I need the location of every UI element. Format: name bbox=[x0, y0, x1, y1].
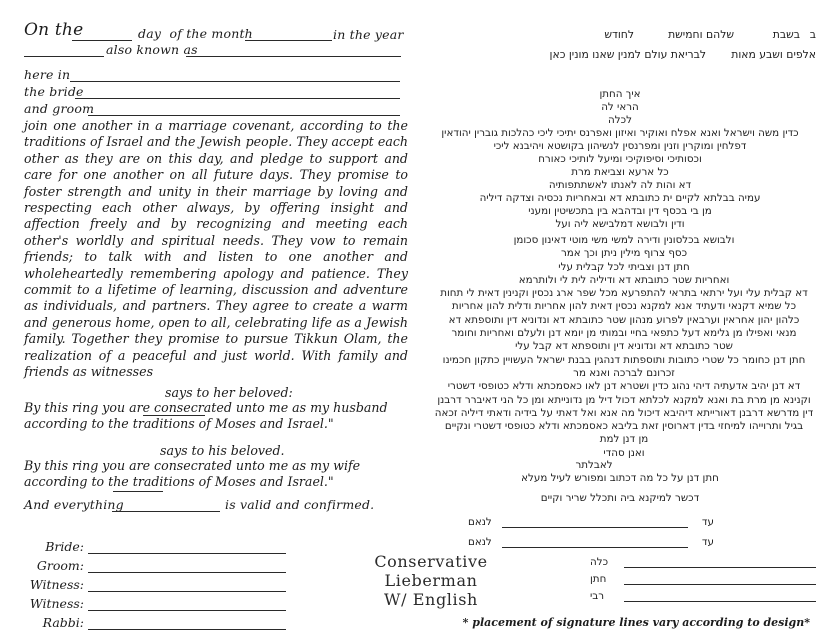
groom-vow-blank[interactable] bbox=[113, 491, 163, 492]
hebrew-witness-1-nom-label: לנאם bbox=[468, 516, 492, 528]
hebrew-line-22: דא דנן יהיב אדעתיה דיהי נהוג כדין ושטרא דנן לאו כאסמכתא ודלא כטופסי דשטרי bbox=[447, 380, 801, 393]
hebrew-line-9: מן בי בכסף דין ובדהבא בין בתכשיטין ומעני bbox=[528, 205, 712, 217]
hebrew-witness-row-2[interactable] bbox=[464, 536, 714, 548]
hebrew-beshabbat-label: בשבת bbox=[772, 28, 800, 41]
hebrew-witness-2-nom-label: לנאם bbox=[468, 536, 492, 548]
placement-footnote: * placement of signature lines vary according to design* bbox=[462, 616, 810, 629]
hebrew-line-8: עמיה בבלתא לקיים ית כתובתא דא ובאחריות נכסיה וצדקה דיליה bbox=[479, 192, 761, 204]
hebrew-line-7: דא והות לה לאנתו לאשתתפותיה bbox=[548, 179, 692, 191]
hebrew-line-12: כסף צרוף מילין ניתן וכך אמר bbox=[560, 247, 688, 260]
signature-block bbox=[26, 536, 286, 631]
hebrew-witness-1-label: עד bbox=[701, 516, 714, 528]
caption-line-1: Conservative Lieberman bbox=[374, 552, 488, 590]
signature-row-bride[interactable] bbox=[26, 536, 286, 554]
the-bride-label: the bride bbox=[24, 84, 84, 99]
hebrew-line-19: שטר כתובתא דא ונדוניא דין ותוספתא דא קבל עלי bbox=[515, 340, 733, 353]
hebrew-line-4: דפלחין ומוקרין וזנין ומפרנסין לנשיהון בקושטא ויהיבנא ליכי bbox=[493, 140, 747, 152]
bride-signature-line[interactable] bbox=[88, 542, 286, 554]
hebrew-line-16: כל שמיא דקנאי ודעתיד אנא למקנא נכסין דאית להון אחריות ודלית להון אחריות bbox=[451, 300, 797, 313]
hebrew-groom-label: חתן bbox=[590, 573, 607, 585]
closing-blank[interactable] bbox=[112, 511, 220, 512]
and-groom-label: and groom bbox=[24, 101, 95, 116]
signature-row-witness-1[interactable] bbox=[26, 574, 286, 592]
hebrew-witness-1-line[interactable] bbox=[502, 517, 688, 528]
hebrew-line-24: דין מדרשא דרבנן דאורייתא דיהיבא דיכול מה אנא ואל דאתי על בידיה ודאתי דיליה זכאה bbox=[434, 406, 814, 419]
hebrew-body-block bbox=[428, 234, 820, 460]
witness-1-signature-line[interactable] bbox=[88, 580, 286, 592]
hebrew-bride-row[interactable] bbox=[586, 556, 816, 568]
rabbi-signature-label: Rabbi: bbox=[42, 615, 84, 630]
hebrew-witness-row-1[interactable] bbox=[464, 516, 714, 528]
month-blank[interactable] bbox=[245, 40, 332, 41]
hebrew-creation-label: לבריאת עולם למנין שאנו מונין כאן bbox=[549, 48, 706, 61]
hebrew-line-25: בגיל ותרוייהו למיחזי בדין דארוסין זאת בליבא כאסמכתא ודלא כטופסי דשטרי ונקיים bbox=[444, 420, 804, 433]
hebrew-rabbi-label: רבי bbox=[590, 590, 605, 602]
year-blank[interactable] bbox=[24, 56, 104, 57]
groom-signature-line[interactable] bbox=[88, 561, 286, 573]
witness-1-signature-label: Witness: bbox=[29, 577, 84, 592]
hebrew-line-15: דא קבלית עלי ועל ירתאי בתראי להתפרעא מכל שפר ארג נכסין וקנינין דאית לי תחות bbox=[440, 287, 808, 300]
hebrew-line-2: לכלה bbox=[608, 114, 632, 126]
rabbi-signature-line[interactable] bbox=[88, 618, 286, 630]
hebrew-line-6: כל ארעא וצביאת מרת bbox=[571, 166, 669, 178]
hebrew-line-21: זכרונם לברכה ואנא מר bbox=[573, 366, 675, 379]
closing-right-label: is valid and confirmed. bbox=[225, 497, 375, 512]
hebrew-line-28: לאבלתר bbox=[575, 459, 613, 471]
hebrew-rabbi-line[interactable] bbox=[624, 591, 816, 602]
hebrew-witness-2-line[interactable] bbox=[502, 537, 688, 548]
hebrew-line-10: ודין ולבושא דמלבישא ליה ועל bbox=[555, 218, 685, 230]
hebrew-bride-line[interactable] bbox=[624, 557, 816, 568]
groom-signature-label: Groom: bbox=[36, 558, 84, 573]
on-the-label: On the bbox=[24, 20, 84, 40]
signature-row-groom[interactable] bbox=[26, 555, 286, 573]
closing-left-label: And everything bbox=[24, 497, 124, 512]
hebrew-line-13: חתן דנן וצביתי לכל קבלית עלי bbox=[558, 260, 690, 273]
hebrew-line-17: כלהון יהון אחראין וערבאין לפרוע מנהון שטר כתובתא דא ונדוניא דין ותוספתא דא bbox=[448, 313, 800, 326]
in-the-year-label: in the year bbox=[333, 27, 404, 42]
here-in-blank[interactable] bbox=[70, 81, 400, 82]
also-known-as-label: also known as bbox=[106, 42, 198, 57]
caption-line-2: W/ English bbox=[384, 590, 478, 609]
bride-vow-blank[interactable] bbox=[143, 415, 205, 416]
day-of-month-label: day of the month bbox=[138, 26, 253, 41]
hebrew-line-23: וקנינא מן מרת בת ואנא למקנא לכלתא דכול דיל מן נדונייתא ומן כל הני דאיברר דרבנן bbox=[437, 393, 811, 406]
bride-signature-label: Bride: bbox=[45, 539, 84, 554]
hebrew-line-30: דכשר למיקנא ביה ותכלל שריר וקיים bbox=[540, 492, 700, 504]
witness-2-signature-label: Witness: bbox=[29, 596, 84, 611]
groom-vow-text: By this ring you are consecrated unto me as my wife according to the traditions of Moses and Israel." bbox=[24, 458, 361, 490]
here-in-label: here in bbox=[24, 67, 71, 82]
hebrew-line-18: מנאי ואפילו מן גלימא דעל כתפאי בחיי ובמותי מן יומא דנן ולעלם ואחריות וחומר bbox=[451, 327, 797, 340]
hebrew-bride-label: כלה bbox=[590, 556, 609, 568]
hebrew-text-panel bbox=[420, 0, 824, 637]
hebrew-groom-line[interactable] bbox=[624, 574, 816, 585]
hebrew-groom-row[interactable] bbox=[586, 573, 816, 585]
hebrew-lachodesh-label: לחודש bbox=[604, 28, 634, 41]
hebrew-line-14: ואחריות שטר כתובתא דא ודיליה לית לי ולותרמא bbox=[518, 273, 730, 286]
hebrew-line-0: איך החתן bbox=[599, 88, 641, 100]
says-to-his-beloved-label: says to his beloved. bbox=[160, 443, 285, 458]
hebrew-line-1: הראי לה bbox=[601, 101, 639, 113]
hebrew-line-27: ואנן סהדי bbox=[603, 446, 645, 459]
hebrew-day-count-label: שלהם וחמישת bbox=[668, 28, 734, 41]
groom-name-blank[interactable] bbox=[88, 115, 400, 116]
hebrew-line-11: ולבושא בכלסונין ודירה למשי משי מוטי דאינון סכומן bbox=[513, 234, 735, 246]
hebrew-line-20: חתן דנן כחומר כל שטרי כתובות ותוספתות דנהגין בבנת ישראל העשויין כתקון חכמינו bbox=[442, 353, 806, 366]
day-blank[interactable] bbox=[72, 40, 132, 41]
hebrew-rabbi-row[interactable] bbox=[586, 590, 816, 602]
ketubah-style-caption bbox=[336, 552, 526, 609]
bride-vow-text: By this ring you are consecrated unto me as my husband according to the traditions of Moses and Israel." bbox=[24, 400, 388, 432]
says-to-her-beloved-label: says to her beloved: bbox=[165, 385, 293, 400]
hebrew-bet-label: ב bbox=[809, 28, 816, 41]
witness-2-signature-line[interactable] bbox=[88, 599, 286, 611]
hebrew-line-29: חתן דנן על כל מה דכתוב ומפורש לעיל מעלא bbox=[521, 472, 719, 484]
signature-row-witness-2[interactable] bbox=[26, 593, 286, 611]
hebrew-line-26: מן דנן למת bbox=[599, 433, 649, 446]
hebrew-witness-2-label: עד bbox=[701, 536, 714, 548]
hebrew-line-5: וכסותיכי וסיפוקיכי ומיעל לותיכי כאורח bbox=[538, 153, 702, 165]
hebrew-year-label: אלפים ושבע מאות bbox=[731, 48, 816, 61]
covenant-paragraph: join one another in a marriage covenant, according to the traditions of Israel and the Jewish people. They accept each other as they are on this day, and pledge to support and care for one another on all future days. They promise to foster strength and unity in their marriage by loving and respecting each other always, by offering insight and affection freely and by recognizing and meeting each other's worldly and spiritual needs. They vow to remain friends; to talk with and listen to one another and wholeheartedly remembering apology and patience. They commit to a lifetime of learning, discussion and adventure as individuals, and partners. They agree to create a warm and generous home, open to all, celebrating life as a Jewish family. Together they promise to pursue Tikkun Olam, the realization of a peaceful and just world. With family and friends as witnesses bbox=[24, 118, 408, 380]
signature-row-rabbi[interactable] bbox=[26, 612, 286, 630]
also-known-as-blank[interactable] bbox=[186, 56, 401, 57]
bride-name-blank[interactable] bbox=[75, 98, 400, 99]
hebrew-line-3: כדין משה וישראל ואנא אפלח ואוקיר ואיזון ואפרנס יתיכי ליכי כהלכות גוברין יהודאין bbox=[441, 127, 799, 139]
